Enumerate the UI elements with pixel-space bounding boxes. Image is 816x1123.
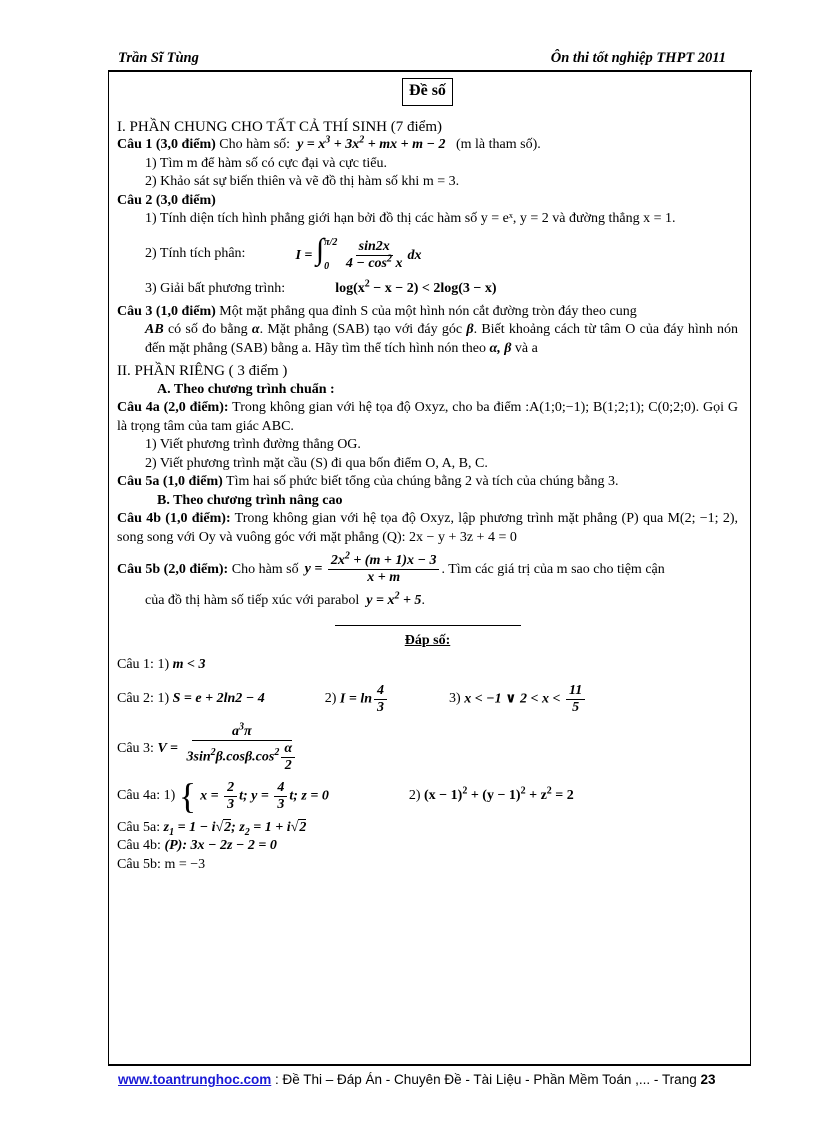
part2-heading: II. PHẦN RIÊNG ( 3 điểm )	[117, 363, 288, 380]
answer-2: Câu 2: 1) S = e + 2ln2 − 4 2) I = ln $\frac{4}{3}$ 3) x < −1 ∨ 2 < x < $\frac{11}{5}$	[117, 683, 738, 716]
subsection-b: B. Theo chương trình nâng cao	[157, 492, 343, 508]
q2-inequality: $\log(x^2 - x - 2) < 2\log(3 - x)$	[335, 278, 497, 297]
answers-title: Đáp số:	[404, 632, 451, 648]
q1-part2: 2) Khảo sát sự biến thiên và vẽ đồ thị hàm số khi m = 3.	[145, 174, 460, 189]
q1-label: Câu 1 (3,0 điểm)	[117, 137, 216, 152]
page-number: 23	[700, 1072, 716, 1087]
answers-separator	[335, 625, 521, 626]
q1-function: $y = x^3 + 3x^2$ + mx + m − 2	[293, 134, 446, 152]
q4a-part1: 1) Viết phương trình đường thẳng OG.	[145, 437, 361, 453]
footer-link[interactable]: www.toantrunghoc.com	[118, 1072, 272, 1087]
q1-part1: 1) Tìm m để hàm số có cực đại và cực tiểu.	[145, 155, 387, 171]
footer: www.toantrunghoc.com : Đề Thi – Đáp Án - Chuyên Đề - Tài Liệu - Phần Mềm Toán ,... - Trang 23	[118, 1072, 716, 1087]
q4a-part2: 2) Viết phương trình mặt cầu (S) đi qua bốn điểm O, A, B, C.	[145, 455, 488, 471]
answer-5b: Câu 5b: m = −3	[117, 856, 206, 872]
question-1: Câu 1 (3,0 điểm) Cho hàm số: $y = x^3 + 3x^2$ + mx + m − 2 (m là tham số).	[117, 134, 541, 152]
q2-part1: 1) Tính diện tích hình phẳng giới hạn bởi đồ thị các hàm số y = eˣ, y = 2 và đường thẳng x = 1.	[145, 211, 676, 226]
q2-integral: I = ∫ π/2 0 $\frac{\sin 2x}{4 - \cos^2 x}$ dx	[295, 232, 422, 273]
subsection-a: A. Theo chương trình chuẩn :	[157, 381, 335, 397]
q2-part3: 3) Giải bất phương trình: $\log(x^2 - x - 2) < 2\log(3 - x)$	[117, 280, 738, 299]
answer-4b: Câu 4b: (P): 3x − 2z − 2 = 0	[117, 838, 277, 854]
question-5b: Câu 5b (2,0 điểm): Cho hàm số y = $\frac{2x^2 + (m + 1)x - 3}{x + m}$ . Tìm các giá trị của m sao cho tiệm cận	[117, 550, 665, 586]
answer-1: Câu 1: 1) m < 3	[117, 657, 206, 673]
header-title: Ôn thi tốt nghiệp THPT 2011	[550, 50, 726, 66]
question-3: Câu 3 (1,0 điểm) Một mặt phẳng qua đỉnh S của một hình nón cắt đường tròn đáy theo cung	[117, 303, 637, 319]
part1-heading: I. PHẦN CHUNG CHO TẤT CẢ THÍ SINH (7 điểm)	[117, 118, 442, 135]
q2-label: Câu 2 (3,0 điểm)	[117, 192, 216, 208]
exam-title: Đề số	[402, 78, 453, 106]
question-4a: Câu 4a (2,0 điểm): Trong không gian với hệ tọa độ Oxyz, cho ba điểm :A(1;0;−1); B(1;2;1); C(0;2;0). Gọi G là trọng tâm của tam giác ABC.	[117, 400, 739, 434]
exam-content	[117, 78, 738, 874]
q3-body: AB có số đo bằng α. Mặt phẳng (SAB) tạo với đáy góc β. Biết khoảng cách từ tâm O của đáy hình nón đến mặt phẳng (SAB) bằng a. Hãy tìm thể tích hình nón theo α, β và a	[145, 322, 738, 356]
answer-5a: Câu 5a: $z_1 = 1 - i√2$; $z_2 = 1 + i√2$	[117, 819, 307, 838]
q5b-body: của đồ thị hàm số tiếp xúc với parabol $y = x^2 + 5$.	[145, 590, 425, 609]
answer-4a: Câu 4a: 1) { x = $\frac{2}{3}$ t; y = $\frac{4}{3}$ t; z = 0 2) $(x - 1)^2 + (y - 1)^2 + z^2 = 2$	[117, 776, 574, 817]
question-5a: Câu 5a (1,0 điểm) Tìm hai số phức biết tổng của chúng bằng 2 và tích của chúng bằng 3.	[117, 474, 619, 490]
question-4b: Câu 4b (1,0 điểm): Trong không gian với hệ tọa độ Oxyz, lập phương trình mặt phẳng (P) qua M(2; −1; 2), song song với Oy và vuông góc với mặt phẳng (Q): 2x − y + 3z + 4 = 0	[117, 511, 738, 545]
answer-3: Câu 3: V = $a^3\pi$ $3\sin^2\beta.\cos\beta.\cos^2$ $\frac{\alpha}{2}$	[117, 724, 738, 774]
header-author: Trần Sĩ Tùng	[118, 50, 199, 66]
q3-label: Câu 3 (1,0 điểm)	[117, 303, 216, 319]
q2-part2: 2) Tính tích phân: I = ∫ π/2 0 $\frac{\sin 2x}{4 - \cos^2 x}$ dx	[145, 232, 422, 273]
